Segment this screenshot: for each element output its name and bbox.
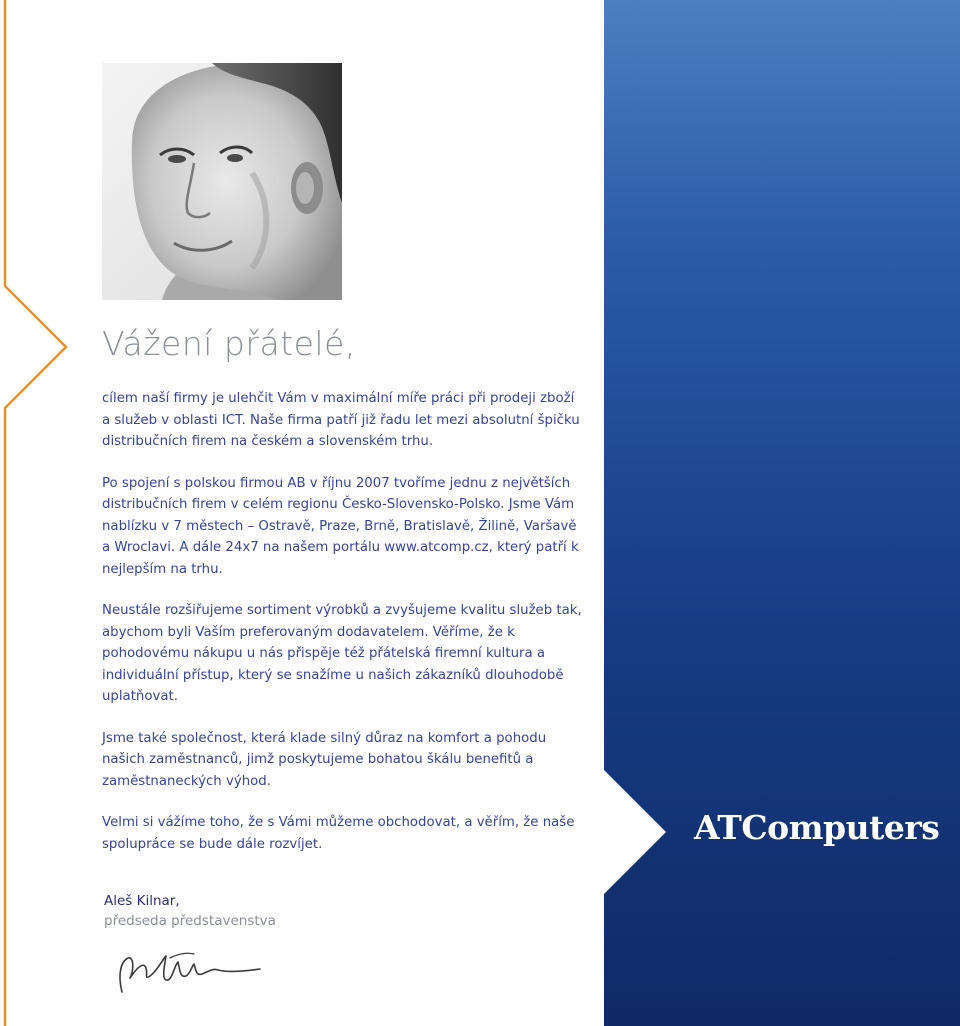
letter-paragraph-2: Po spojení s polskou firmou AB v říjnu 2007 tvoříme jednu z největších distribučních firem v celém regionu Česko-Slovensko-Polsko. Jsme Vám nablízku v 7 městech – Ostravě, Praze, Brně, Bratislavě, Žilině, Varšavě a Wroclavi. A dále 24x7 na našem portálu www.atcomp.cz, který patří k nejlepším na trhu.	[102, 475, 579, 577]
letter-greeting: Vážení přátelé,	[102, 324, 356, 363]
brand-logo: ATComputers	[694, 808, 940, 847]
letter-paragraph-1: cílem naší firmy je ulehčit Vám v maximální míře práci při prodeji zboží a služeb v oblasti ICT. Naše firma patří již řadu let mezi absolutní špičku distribučních firem na českém a slovenském trhu.	[102, 391, 580, 449]
letter-paragraph-3: Neustále rozšiřujeme sortiment výrobků a zvyšujeme kvalitu služeb tak, abychom byli Vaším preferovaným dodavatelem. Věříme, že k pohodovému nákupu u nás přispěje též přátelská firemní kultura a individuální přístup, který se snažíme u našich zákazníků dlouhodobě uplatňovat.	[102, 603, 582, 704]
letter-body	[102, 320, 582, 875]
signer-name: Aleš Kilnar,	[104, 893, 180, 909]
portrait-photo	[102, 63, 342, 300]
signature-block	[104, 891, 324, 931]
handwritten-signature-icon	[100, 936, 270, 1002]
signer-role: předseda představenstva	[104, 913, 276, 929]
orange-chevron-line	[0, 0, 80, 1026]
letter-paragraph-5: Velmi si vážíme toho, že s Vámi můžeme obchodovat, a věřím, že naše spolupráce se bude dále rozvíjet.	[102, 815, 575, 852]
letter-paragraph-4: Jsme také společnost, která klade silný důraz na komfort a pohodu našich zaměstnanců, jimž poskytujeme bohatou škálu benefitů a zaměstnaneckých výhod.	[102, 730, 547, 789]
portrait-icon	[102, 63, 342, 300]
blue-brand-panel	[604, 0, 960, 1026]
